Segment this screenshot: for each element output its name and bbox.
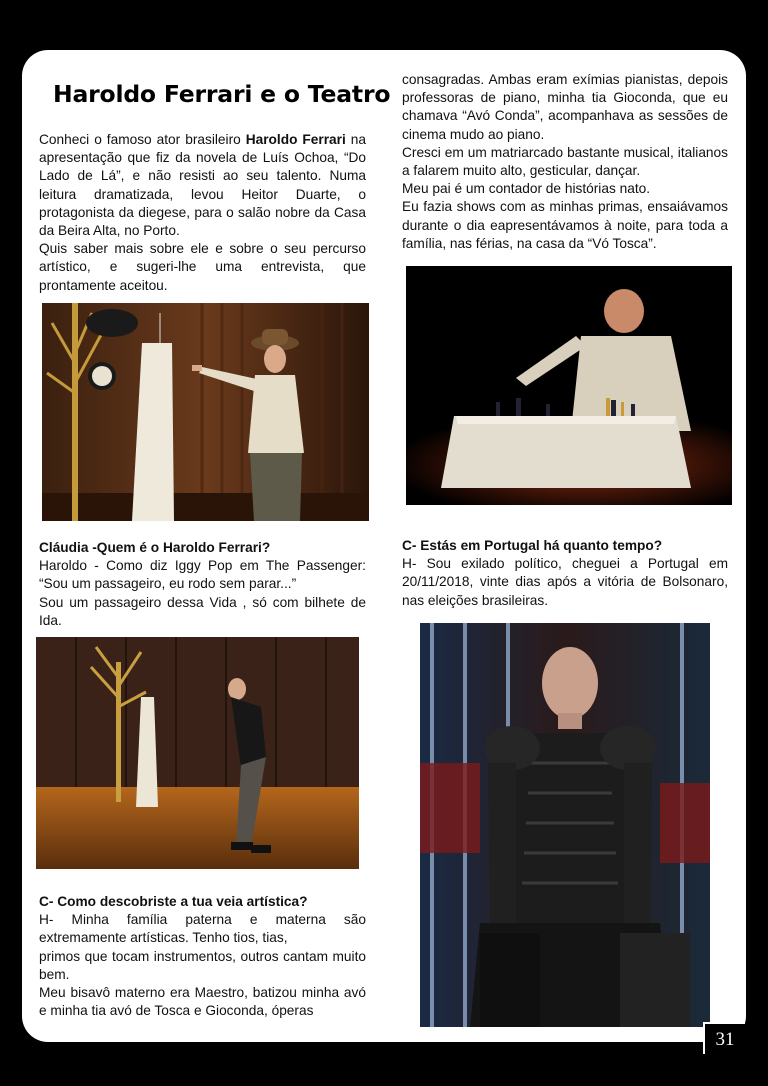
answer-paragraph: primos que tocam instrumentos, outros cantam muito bem. (39, 948, 366, 982)
answer-paragraph: Haroldo - Como diz Iggy Pop em The Passenger: “Sou um passageiro, eu rodo sem parar...” (39, 558, 366, 592)
interview-q3 (402, 537, 728, 610)
interview-q1 (39, 539, 366, 630)
text-paragraph: Meu pai é um contador de histórias nato. (402, 181, 651, 197)
question-heading: Cláudia -Quem é o Haroldo Ferrari? (39, 540, 271, 555)
interview-q2 (39, 893, 366, 1020)
intro-paragraph-2: Quis saber mais sobre ele e sobre o seu percurso artístico, e sugeri-lhe uma entrevista, que prontamente aceitou. (39, 241, 366, 293)
page-number: 31 (703, 1022, 745, 1054)
right-column-text (402, 71, 728, 253)
photo-actor-bending (36, 637, 359, 869)
text-paragraph: Eu fazia shows com as minhas primas, ensaiávamos durante o dia eapresentávamos à noite, para toda a família, nas férias, na casa da “Vó Tosca”. (402, 199, 728, 251)
article-title: Haroldo Ferrari e o Teatro (53, 80, 391, 108)
question-heading: C- Como descobriste a tua veia artística? (39, 894, 308, 909)
text-paragraph: consagradas. Ambas eram exímias pianistas, depois professoras de piano, minha tia Gioconda, que eu chamava “Avó Conda”, acompanhava as sessões de cinema mudo ao piano. (402, 72, 728, 142)
answer-paragraph: H- Sou exilado político, cheguei a Portugal em 20/11/2018, vinte dias após a vitória de Bolsonaro, nas eleições brasileiras. (402, 556, 728, 608)
photo-actor-armor (420, 623, 710, 1027)
intro-paragraph-1: Conheci o famoso ator brasileiro Haroldo Ferrari na apresentação que fiz da novela de Luís Ochoa, “Do Lado de Lá”, e não resisti ao seu talento. Numa leitura dramatizada, levou Heitor Duarte, o protagonista da diegese, para o salão nobre da Casa da Beira Alta, no Porto. (39, 132, 366, 239)
answer-paragraph: Sou um passageiro dessa Vida , só com bilhete de Ida. (39, 594, 366, 628)
text-paragraph: Cresci em um matriarcado bastante musical, italianos a falarem muito alto, gesticular, dançar. (402, 144, 728, 179)
intro-text (39, 131, 366, 295)
photo-actor-pointing (42, 303, 369, 521)
answer-paragraph: H- Minha família paterna e materna são extremamente artísticas. Tenho tios, tias, (39, 912, 366, 946)
question-heading: C- Estás em Portugal há quanto tempo? (402, 538, 663, 553)
photo-actor-table (406, 266, 732, 505)
answer-paragraph: Meu bisavô materno era Maestro, batizou minha avó e minha tia avó de Tosca e Gioconda, óperas (39, 985, 366, 1019)
magazine-page (22, 50, 746, 1042)
actor-name: Haroldo Ferrari (245, 132, 346, 147)
